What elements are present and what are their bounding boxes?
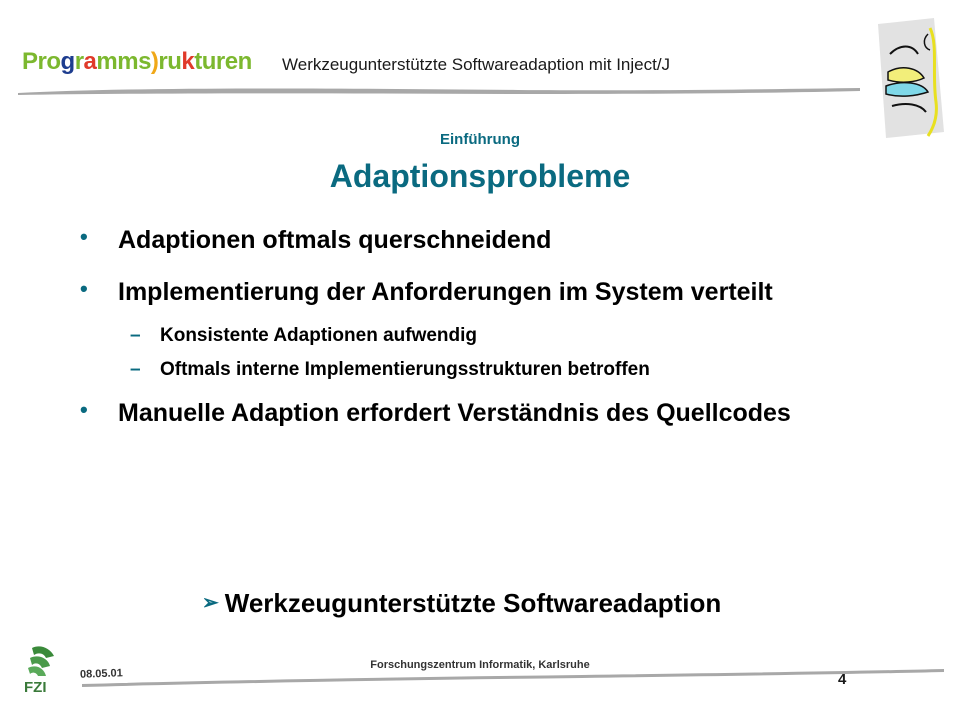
- bullet-dot-icon: •: [80, 276, 88, 301]
- bullet-dot-icon: •: [80, 397, 88, 422]
- header-title: Werkzeugunterstützte Softwareadaption mit Inject/J: [282, 55, 671, 74]
- footer-institute: Forschungszentrum Informatik, Karlsruhe: [370, 659, 590, 671]
- bullet-item: • Adaptionen oftmals querschneidend: [80, 224, 880, 257]
- svg-text:FZI: FZI: [24, 679, 47, 694]
- page-number: 4: [838, 671, 847, 688]
- corner-decoration: [872, 14, 950, 142]
- section-label: Einführung: [440, 131, 520, 148]
- bullet-dot-icon: •: [80, 224, 88, 249]
- bullet-list: [80, 224, 880, 430]
- sub-bullet-item: – Oftmals interne Implementierungsstrukturen betroffen: [80, 357, 880, 383]
- header-divider: [18, 84, 860, 98]
- footer-date: 08.05.01: [79, 667, 124, 681]
- programmstrukturen-logo: Programms)rukturen: [22, 48, 252, 75]
- dash-icon: –: [130, 359, 141, 380]
- sub-bullet-item: – Konsistente Adaptionen aufwendig: [80, 323, 880, 349]
- dash-icon: –: [130, 325, 141, 346]
- bullet-item: • Manuelle Adaption erfordert Verständnis des Quellcodes: [80, 397, 880, 430]
- conclusion: ➢ Werkzeugunterstützte Softwareadaption: [202, 588, 722, 618]
- bullet-item: • Implementierung der Anforderungen im System verteilt: [80, 276, 880, 309]
- arrow-right-icon: ➢: [202, 592, 219, 614]
- slide-title: Adaptionsprobleme: [329, 158, 631, 194]
